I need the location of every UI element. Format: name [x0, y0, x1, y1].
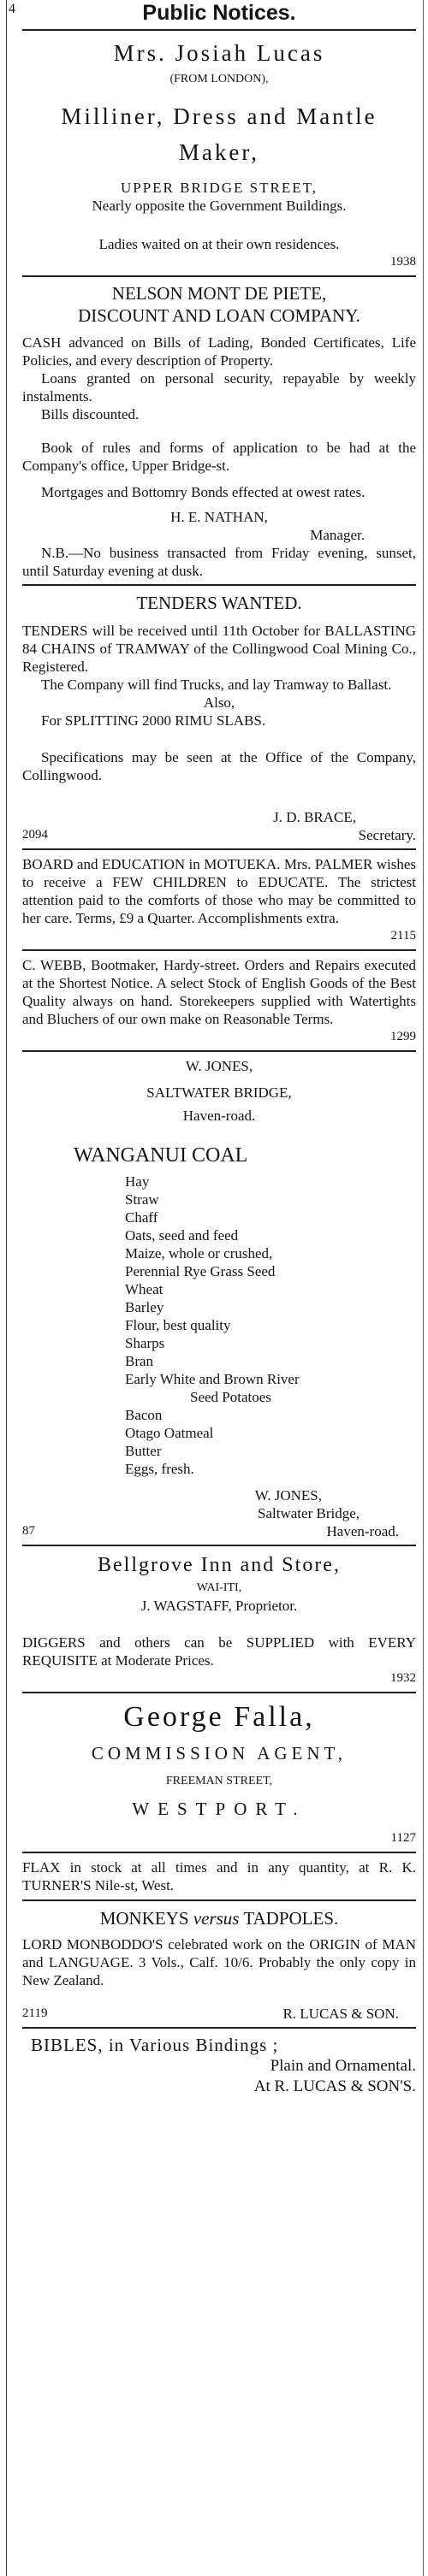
ad-lucas-street: UPPER BRIDGE STREET,: [120, 180, 318, 196]
ad-number: 2094: [22, 828, 48, 842]
ad-jones-signatory-road: Haven-road.: [326, 1523, 399, 1539]
ad-monkeys-text: LORD MONBODDO'S celebrated work on the ORIGIN of MAN and LANGUAGE. 3 Vols., Calf. 10/6. Probably the only copy in New Zealand.: [22, 1936, 416, 1988]
ad-number: 1932: [390, 1671, 416, 1685]
ad-tenders-signatory: J. D. BRACE,: [273, 809, 356, 825]
ad-bellgrove-place: WAI-ITI,: [196, 1581, 242, 1594]
divider: [22, 949, 416, 951]
ad-falla-name: George Falla,: [123, 1701, 315, 1733]
goods-item: Seed Potatoes: [190, 1389, 271, 1405]
ad-flax: [22, 1858, 416, 1894]
ad-jones-road: Haven-road.: [182, 1108, 256, 1124]
ad-falla-street: FREEMAN STREET,: [165, 1775, 273, 1787]
ad-nelson-bills: Bills discounted.: [41, 406, 140, 422]
ad-tenders-slabs: For SPLITTING 2000 RIMU SLABS.: [41, 712, 266, 729]
ad-tenders-trucks: The Company will find Trucks, and lay Tramway to Ballast.: [41, 676, 392, 693]
ad-falla: [22, 1699, 416, 1847]
divider: [22, 848, 416, 850]
ad-webb-text: C. WEBB, Bootmaker, Hardy-street. Orders and Repairs executed at the Shortest Notice. A select Stock of English Goods of the Best Quality always on hand. Storekeepers supplied with Watertights and Bluchers of our own make on Reasonable Terms.: [22, 957, 416, 1027]
right-column-rule: [423, 0, 424, 2576]
ad-number: 1938: [390, 255, 416, 269]
goods-item: Straw: [125, 1191, 159, 1208]
ad-nelson-cash: CASH advanced on Bills of Lading, Bonded Certificates, Life Policies, and every description of Property.: [22, 334, 416, 369]
ad-lucas-opposite: Nearly opposite the Government Buildings.: [92, 198, 347, 214]
ad-number: 1127: [390, 1831, 416, 1845]
ad-lucas-trade: Milliner, Dress and Mantle Maker,: [61, 103, 377, 165]
ad-nelson-mortgages: Mortgages and Bottomry Bonds effected at owest rates.: [41, 484, 366, 500]
ad-bellgrove-text: DIGGERS and others can be SUPPLIED with EVERY REQUISITE at Moderate Prices.: [22, 1634, 416, 1669]
ad-nelson: [22, 282, 416, 580]
ad-tenders-title: TENDERS WANTED.: [136, 593, 302, 613]
goods-item: Maize, whole or crushed,: [125, 1245, 273, 1261]
ad-lucas-name: Mrs. Josiah Lucas: [113, 40, 325, 66]
goods-list: [22, 1173, 416, 1478]
ad-monkeys: [22, 1906, 416, 2023]
ad-falla-town: WESTPORT.: [132, 1799, 306, 1819]
ad-nelson-rules: Book of rules and forms of application to be had at the Company's office, Upper Bridge-st.: [22, 440, 416, 474]
goods-item: Bacon: [125, 1407, 163, 1423]
ad-bellgrove-title: Bellgrove Inn and Store,: [98, 1554, 341, 1576]
ad-bellgrove: [22, 1551, 416, 1687]
ad-jones-place: SALTWATER BRIDGE,: [146, 1084, 292, 1101]
ad-monkeys-title-b: TADPOLES.: [243, 1908, 339, 1929]
ad-jones-signatory-place: Saltwater Bridge,: [258, 1505, 360, 1521]
ad-lucas: [22, 36, 416, 271]
divider: [22, 1852, 416, 1853]
ad-monkeys-title-versus: versus: [193, 1908, 240, 1929]
ad-webb: [22, 956, 416, 1046]
ad-number: 2115: [390, 929, 416, 942]
ad-jones-name: W. JONES,: [185, 1058, 253, 1074]
ad-flax-text: FLAX in stock at all times and in any quantity, at R. K. TURNER'S Nile-st, West.: [22, 1859, 416, 1894]
corner-mark: 4: [9, 2, 15, 16]
ad-bibles-line-1: BIBLES, in Various Bindings ;: [31, 2035, 279, 2055]
ad-nelson-title-2: DISCOUNT AND LOAN COMPANY.: [78, 305, 360, 326]
goods-item: Perennial Rye Grass Seed: [125, 1263, 276, 1279]
goods-item: Chaff: [125, 1209, 158, 1226]
column-header: [9, 0, 416, 29]
ad-nelson-signatory-title: Manager.: [310, 527, 365, 543]
goods-item: Oats, seed and feed: [125, 1227, 239, 1244]
ad-jones-heading: WANGANUI COAL: [74, 1144, 248, 1167]
left-column-rule: [6, 0, 7, 2576]
ad-nelson-signatory: H. E. NATHAN,: [170, 509, 268, 525]
page-title: Public Notices.: [142, 1, 296, 25]
ad-tenders-ballast: TENDERS will be received until 11th October for BALLASTING 84 CHAINS of TRAMWAY of the Collingwood Coal Mining Co., Registered.: [22, 623, 416, 675]
divider: [22, 1050, 416, 1052]
divider: [22, 1900, 416, 1901]
ad-jones: [22, 1057, 416, 1540]
ad-bibles-line-3: At R. LUCAS & SON'S.: [253, 2077, 416, 2095]
ad-monkeys-title-a: MONKEYS: [99, 1908, 189, 1929]
ad-nelson-loans: Loans granted on personal security, repayable by weekly instalments.: [22, 370, 416, 405]
ad-tenders-signatory-title: Secretary.: [358, 827, 416, 843]
ad-lucas-waited: Ladies waited on at their own residences.: [98, 236, 340, 252]
ad-nelson-title: NELSON MONT DE PIETE,: [111, 283, 327, 304]
ad-tenders-specifications: Specifications may be seen at the Office of the Company, Collingwood.: [22, 749, 416, 783]
ad-number: 87: [22, 1524, 35, 1538]
ad-bellgrove-proprietor: J. WAGSTAFF, Proprietor.: [140, 1598, 298, 1614]
ad-tenders: [22, 591, 416, 844]
goods-item: Wheat: [125, 1281, 163, 1297]
ad-nelson-nb: N.B.—No business transacted from Friday evening, sunset, until Saturday evening at dusk.: [22, 545, 416, 579]
divider: [22, 2027, 416, 2029]
goods-item: Early White and Brown River: [125, 1371, 300, 1387]
goods-item: Eggs, fresh.: [125, 1461, 194, 1477]
ad-jones-signatory: W. JONES,: [254, 1487, 322, 1504]
divider: [22, 584, 416, 586]
divider: [22, 29, 416, 31]
ad-monkeys-title: [22, 1906, 416, 1930]
goods-item: Flour, best quality: [125, 1317, 231, 1333]
ad-board-text: BOARD and EDUCATION in MOTUEKA. Mrs. PALMER wishes to receive a FEW CHILDREN to EDUCATE. The strictest attention paid to the comforts of those who may be committed to her care. Terms, £9 a Quarter. Accomplishments extra.: [22, 856, 416, 926]
divider: [22, 1545, 416, 1546]
ad-falla-role: COMMISSION AGENT,: [91, 1743, 348, 1764]
goods-item: Otago Oatmeal: [125, 1425, 214, 1441]
ad-bibles: [22, 2034, 416, 2097]
goods-item: Butter: [125, 1443, 162, 1459]
ad-number: 1299: [390, 1030, 416, 1043]
goods-item: Bran: [125, 1353, 154, 1369]
ad-board: [22, 855, 416, 945]
goods-item: Hay: [125, 1173, 150, 1190]
ad-bibles-line-2: Plain and Ornamental.: [270, 2057, 416, 2075]
ad-number: 2119: [22, 2006, 48, 2020]
ad-monkeys-signatory: R. LUCAS & SON.: [282, 2006, 399, 2022]
goods-item: Barley: [125, 1299, 164, 1315]
ad-lucas-from: (FROM LONDON),: [169, 73, 269, 86]
divider: [22, 275, 416, 277]
ad-tenders-also: Also,: [203, 694, 235, 711]
divider: [22, 1692, 416, 1693]
goods-item: Sharps: [125, 1335, 165, 1351]
